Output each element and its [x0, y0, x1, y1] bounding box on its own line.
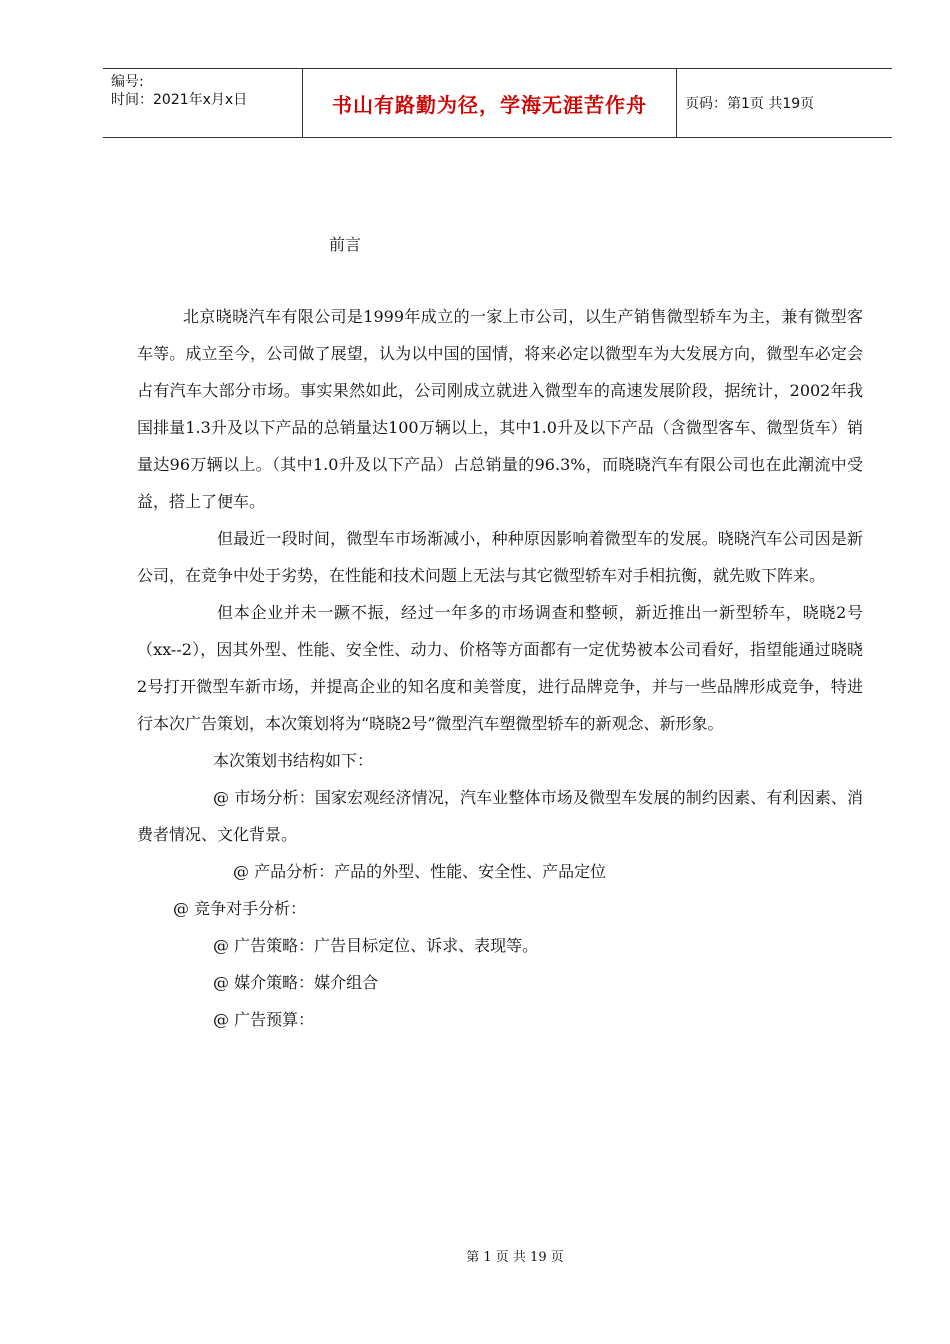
page-title: 前言	[329, 235, 362, 254]
structure-item: @ 市场分析：国家宏观经济情况，汽车业整体市场及微型车发展的制约因素、有利因素、消费者情况、文化背景。	[137, 788, 863, 844]
header-motto: 书山有路勤为径，学海无涯苦作舟	[303, 69, 677, 137]
number-label: 编号:	[111, 74, 144, 90]
structure-item: @ 广告策略：广告目标定位、诉求、表现等。	[213, 936, 539, 955]
structure-item: @ 媒介策略：媒介组合	[213, 973, 379, 992]
time-label: 时间：2021年x月x日	[111, 92, 248, 108]
paragraph: 但本企业并未一蹶不振，经过一年多的市场调查和整顿，新近推出一新型轿车，晓晓2号（xx--2），因其外型、性能、安全性、动力、价格等方面都有一定优势被本公司看好，指望能通过晓晓2号打开微型车新市场，并提高企业的知名度和美誉度，进行品牌竞争，并与一些品牌形成竞争，特进行本次广告策划，本次策划将为“晓晓2号”微型汽车塑微型轿车的新观念、新形象。	[137, 603, 863, 733]
structure-intro: 本次策划书结构如下：	[213, 751, 374, 770]
page-footer: 第 1 页 共 19 页	[466, 1250, 564, 1265]
document-body	[137, 298, 863, 1038]
structure-item: @ 竞争对手分析：	[173, 899, 307, 918]
header-meta	[103, 69, 303, 137]
paragraph: 北京晓晓汽车有限公司是1999年成立的一家上市公司，以生产销售微型轿车为主，兼有微型客车等。成立至今，公司做了展望，认为以中国的国情，将来必定以微型车为大发展方向，微型车必定会占有汽车大部分市场。事实果然如此，公司刚成立就进入微型车的高速发展阶段，据统计，2002年我国排量1.3升及以下产品的总销量达100万辆以上，其中1.0升及以下产品（含微型客车、微型货车）销量达96万辆以上。（其中1.0升及以下产品）占总销量的96.3%，而晓晓汽车有限公司也在此潮流中受益，搭上了便车。	[137, 307, 863, 511]
structure-item: @ 广告预算：	[213, 1010, 315, 1029]
structure-item: @ 产品分析：产品的外型、性能、安全性、产品定位	[233, 862, 607, 881]
header-page-info: 页码：第1页 共19页	[685, 96, 815, 112]
document-header	[103, 68, 892, 138]
paragraph: 但最近一段时间，微型车市场渐减小，种种原因影响着微型车的发展。晓晓汽车公司因是新公司，在竞争中处于劣势，在性能和技术问题上无法与其它微型轿车对手相抗衡，就先败下阵来。	[137, 529, 863, 585]
